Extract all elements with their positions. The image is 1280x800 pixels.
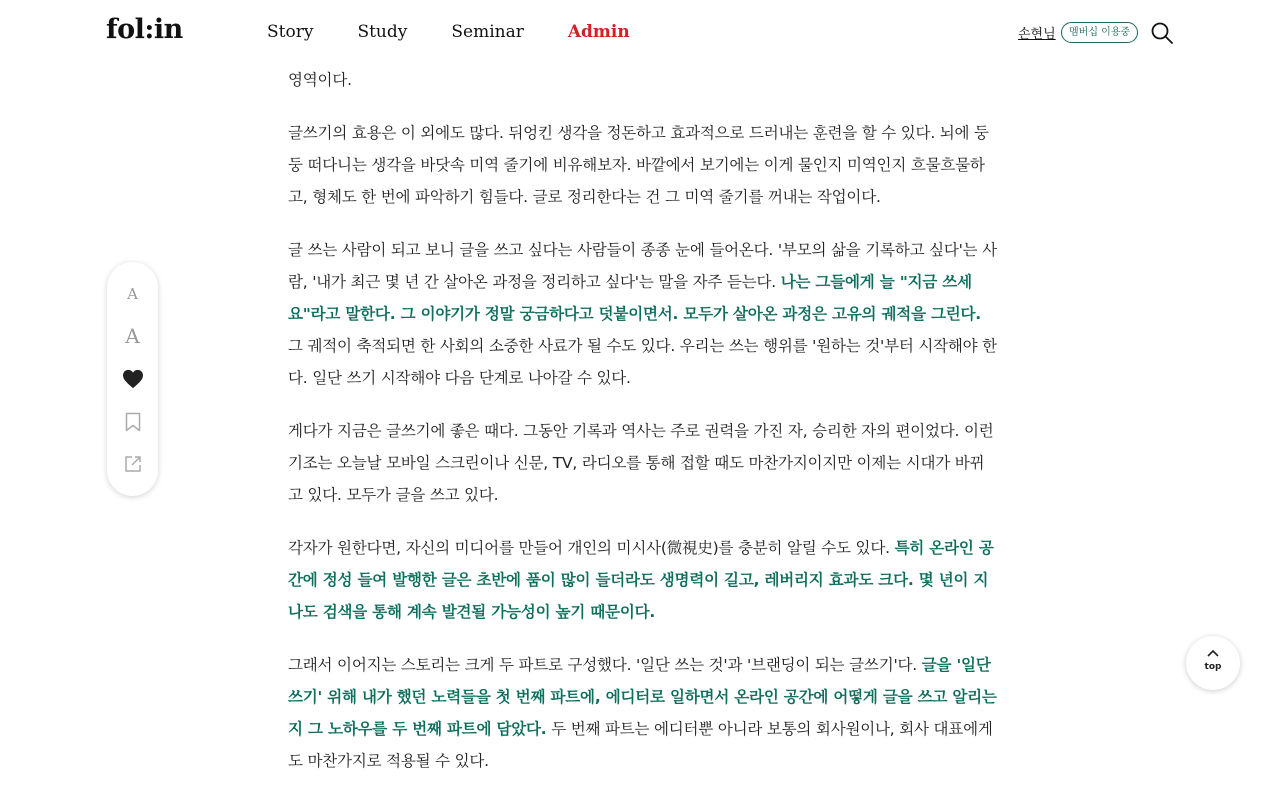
article-paragraph (288, 649, 998, 777)
article-paragraph (288, 234, 998, 394)
paragraph-text: 게다가 지금은 글쓰기에 좋은 때다. 그동안 기록과 역사는 주로 권력을 가진 자, 승리한 자의 편이었다. 이런 기조는 오늘날 모바일 스크린이나 신문, TV, 라디오를 통해 접할 때도 마찬가지이지만 이제는 시대가 바뀌고 있다. 모두가 글을 쓰고 있다. (288, 422, 994, 504)
folin-logo[interactable]: fol:in (106, 14, 183, 45)
share-icon[interactable] (107, 449, 158, 479)
highlighted-text: 특히 온라인 공간에 정성 들여 발행한 글은 초반에 품이 많이 들더라도 생명력이 길고, 레버리지 효과도 크다. 몇 년이 지나도 검색을 통해 계속 발견될 가능성이 높기 때문이다. (288, 539, 994, 621)
font-large-icon[interactable]: A (125, 324, 140, 348)
membership-badge: 멤버십 이용중 (1061, 22, 1138, 43)
article-paragraph (288, 532, 998, 628)
bookmark-icon[interactable] (107, 407, 158, 437)
paragraph-text: 그 궤적이 축적되면 한 사회의 소중한 사료가 될 수도 있다. 우리는 쓰는 행위를 '원하는 것'부터 시작해야 한다. 일단 쓰기 시작해야 다음 단계로 나아갈 수 있다. (288, 337, 997, 387)
paragraph-text: 글쓰기의 효용은 이 외에도 많다. 뒤엉킨 생각을 정돈하고 효과적으로 드러내는 훈련을 할 수 있다. 뇌에 둥둥 떠다니는 생각을 바닷속 미역 줄기에 비유해보자. 바깥에서 보기에는 이게 물인지 미역인지 흐물흐물하고, 형체도 한 번에 파악하기 힘들다. 글로 정리한다는 건 그 미역 줄기를 꺼내는 작업이다. (288, 124, 989, 206)
paragraph-text: 영역이다. (288, 71, 352, 89)
scroll-top-button[interactable] (1186, 636, 1240, 690)
chevron-up-icon (1206, 648, 1220, 658)
site-header (0, 0, 1280, 66)
highlighted-text: 글을 '일단 쓰기' 위해 내가 했던 노력들을 첫 번째 파트에, 에디터로 일하면서 온라인 공간에 어떻게 글을 쓰고 알리는지 그 노하우를 두 번째 파트에 담았다. (288, 656, 997, 738)
article-paragraph (288, 117, 998, 213)
nav-story[interactable]: Story (267, 22, 314, 42)
main-nav (267, 22, 674, 42)
paragraph-text: 그래서 이어지는 스토리는 크게 두 파트로 구성했다. '일단 쓰는 것'과 '브랜딩이 되는 글쓰기'다. (288, 656, 922, 674)
font-small-icon[interactable]: A (127, 285, 138, 303)
article-body (288, 64, 998, 798)
paragraph-text: 글 쓰는 사람이 되고 보니 글을 쓰고 싶다는 사람들이 종종 눈에 들어온다. '부모의 삶을 기록하고 싶다'는 사람, '내가 최근 몇 년 간 살아온 과정을 정리하고 싶다'는 말을 자주 듣는다. (288, 241, 997, 291)
heart-icon[interactable] (107, 364, 158, 394)
side-toolbar (107, 262, 158, 496)
paragraph-text: 각자가 원한다면, 자신의 미디어를 만들어 개인의 미시사(微視史)를 충분히 알릴 수도 있다. (288, 539, 895, 557)
article-paragraph (288, 415, 998, 511)
nav-seminar[interactable]: Seminar (451, 22, 524, 42)
search-icon[interactable] (1150, 21, 1174, 45)
article-paragraph (288, 64, 998, 96)
highlighted-text: 나는 그들에게 늘 "지금 쓰세요"라고 말한다. 그 이야기가 정말 궁금하다고 덧붙이면서. 모두가 살아온 과정은 고유의 궤적을 그린다. (288, 273, 981, 323)
paragraph-text: 두 번째 파트는 에디터뿐 아니라 보통의 회사원이나, 회사 대표에게도 마찬가지로 적용될 수 있다. (288, 720, 993, 770)
user-name-link[interactable]: 손현님 (1018, 27, 1056, 42)
nav-admin[interactable]: Admin (567, 22, 630, 42)
top-label: top (1204, 662, 1222, 672)
nav-study[interactable]: Study (357, 22, 408, 42)
